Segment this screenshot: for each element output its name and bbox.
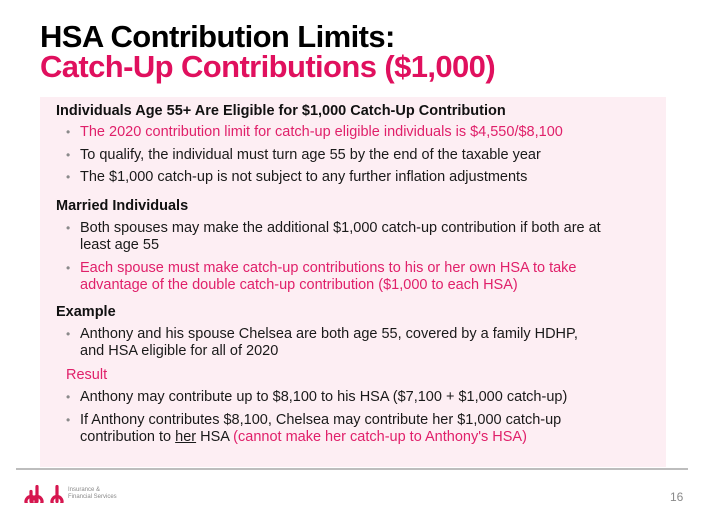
result-label: Result [66,367,108,383]
bullet-line: Both spouses may make the additional $1,000 catch-up contribution if both are at [80,220,601,236]
emphasis-her: her [175,429,197,445]
slide-title [40,19,496,84]
content-box [40,97,666,467]
bullet-line: Each spouse must make catch-up contributions to his or her own HSA to take [80,260,577,276]
title-line-2: Catch-Up Contributions ($1,000) [40,49,496,84]
abd-logo-icon [20,485,64,503]
bullet-item: • The $1,000 catch-up is not subject to any further inflation adjustments [66,169,646,186]
highlight-note: (cannot make her catch-up to Anthony's HSA) [233,429,527,445]
bullet-item [66,220,646,254]
bullet-item: • The 2020 contribution limit for catch-up eligible individuals is $4,550/$8,100 [66,124,646,141]
bullet-item: • Anthony may contribute up to $8,100 to his HSA ($7,100 + $1,000 catch-up) [66,389,646,406]
section-heading-married: Married Individuals [56,198,189,214]
page-number: 16 [670,490,684,504]
bullet-item [66,260,646,294]
bullet-line: advantage of the double catch-up contribution ($1,000 to each HSA) [80,277,518,293]
logo-tagline-line-2: Financial Services [68,494,117,500]
section-heading-individuals: Individuals Age 55+ Are Eligible for $1,000 Catch-Up Contribution [56,103,506,119]
logo-tagline-line-1: Insurance & [68,487,101,493]
bullet-text: HSA [196,429,234,445]
company-logo [20,485,117,503]
bullet-line: Anthony and his spouse Chelsea are both age 55, covered by a family HDHP, [80,326,578,342]
bullet-text: contribution to [80,429,176,445]
title-line-1: HSA Contribution Limits: [40,19,395,54]
bullet-line: and HSA eligible for all of 2020 [80,343,279,359]
bullet-item [66,326,646,360]
bullet-item [66,412,646,446]
footer-divider [16,468,688,470]
bullet-line: least age 55 [80,237,160,253]
logo-tagline [68,487,117,501]
bullet-item: • To qualify, the individual must turn age 55 by the end of the taxable year [66,147,646,164]
bullet-line: If Anthony contributes $8,100, Chelsea may contribute her $1,000 catch-up [80,412,562,428]
section-heading-example: Example [56,304,116,320]
